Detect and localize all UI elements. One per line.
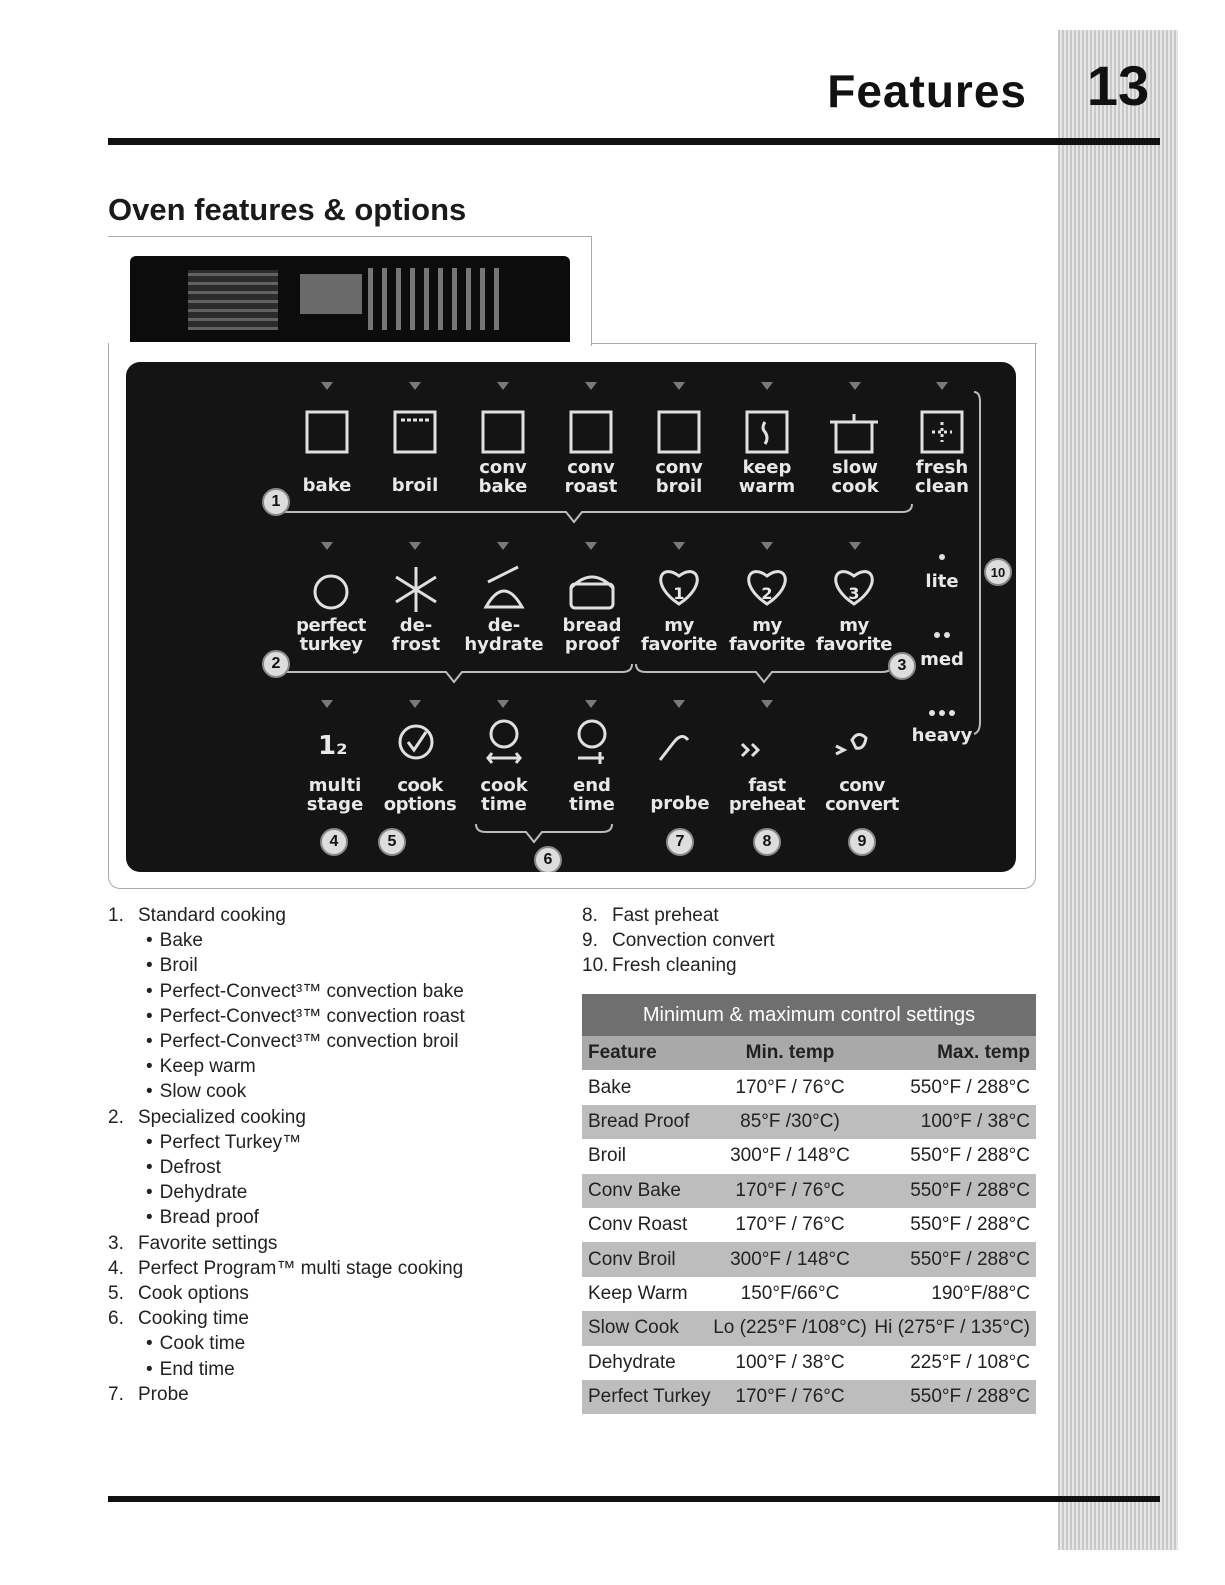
slow-cook-pot-icon — [836, 422, 872, 452]
list-item-number: 6. — [108, 1308, 124, 1330]
list-item-number: 5. — [108, 1283, 124, 1305]
table-cell: Conv Bake — [588, 1179, 681, 1201]
list-item-text: Standard cooking — [138, 905, 286, 926]
broil-icon — [395, 412, 435, 452]
table-cell: Keep Warm — [588, 1282, 688, 1304]
list-sub-item: • Slow cook — [108, 1079, 465, 1104]
indicator-arrow-icon — [497, 542, 509, 550]
key-bake: bake — [302, 475, 352, 496]
table-row — [582, 1174, 1036, 1208]
conv-convert-icon — [836, 734, 866, 754]
table-cell: Conv Roast — [588, 1214, 688, 1236]
callout-4: 4 — [320, 828, 348, 856]
key-fast-preheat: fast preheat — [728, 775, 806, 815]
bake-icon — [307, 412, 347, 452]
column-header-max: Max. temp — [937, 1042, 1030, 1064]
list-item — [582, 928, 775, 953]
table-cell: 550°F / 288°C — [910, 1214, 1030, 1236]
key-conv-broil: conv broil — [655, 457, 703, 497]
key-my-favorite-2: my favorite — [729, 615, 805, 655]
table-row — [582, 1346, 1036, 1380]
table-cell: 300°F / 148°C — [730, 1248, 850, 1270]
probe-icon — [660, 736, 688, 760]
key-fresh-clean: fresh clean — [914, 457, 969, 497]
clean-level-heavy: heavy — [911, 725, 973, 746]
snowflake-icon — [396, 567, 436, 612]
steam-icon — [763, 422, 767, 444]
table-cell: 550°F / 288°C — [910, 1386, 1030, 1408]
key-my-favorite-3: my favorite — [816, 615, 892, 655]
conv-broil-icon — [659, 412, 699, 452]
table-row — [582, 1139, 1036, 1173]
page-number: 13 — [1086, 53, 1150, 117]
list-item-number: 10. — [582, 955, 609, 977]
list-sub-item: • End time — [108, 1357, 465, 1382]
list-item-text: Specialized cooking — [138, 1106, 306, 1128]
lite-dot — [939, 554, 945, 560]
thumbnail-buttons — [368, 268, 508, 330]
list-sub-item: • Broil — [108, 953, 465, 978]
clean-level-med: med — [920, 649, 964, 670]
list-item-number: 7. — [108, 1383, 124, 1405]
bread-icon — [571, 584, 613, 608]
bracket-group-3 — [636, 664, 892, 682]
key-keep-warm: keep warm — [738, 457, 796, 497]
table-cell: 300°F / 148°C — [730, 1145, 850, 1167]
list-item-number: 2. — [108, 1106, 124, 1128]
key-my-favorite-1: my favorite — [641, 615, 717, 655]
callout-10: 10 — [984, 558, 1012, 586]
list-item-text: Perfect Program™ multi stage cooking — [138, 1257, 464, 1279]
cook-time-clock-icon — [491, 721, 517, 747]
key-probe: probe — [650, 793, 710, 814]
list-item — [582, 953, 775, 978]
table-cell: 550°F / 288°C — [910, 1145, 1030, 1167]
list-sub-item: • Cook time — [108, 1331, 465, 1356]
list-item-number: 8. — [582, 905, 598, 926]
list-item — [108, 1281, 465, 1306]
list-item — [108, 1105, 465, 1130]
table-row — [582, 1380, 1036, 1414]
indicator-arrow-icon — [936, 382, 948, 390]
table-cell: 190°F/88°C — [931, 1282, 1030, 1304]
control-settings-table — [582, 994, 1036, 1414]
table-row — [582, 1208, 1036, 1242]
favorite-number-2: 2 — [761, 584, 773, 603]
conv-bake-icon — [483, 412, 523, 452]
keep-warm-icon — [747, 412, 787, 452]
list-item-number: 4. — [108, 1257, 124, 1279]
thumbnail-display — [300, 274, 362, 314]
thumbnail-keypad — [188, 270, 278, 330]
list-sub-item: • Defrost — [108, 1155, 465, 1180]
list-sub-item: • Keep warm — [108, 1054, 465, 1079]
key-cook-time: cook time — [480, 775, 528, 815]
turkey-icon — [315, 576, 347, 608]
table-cell: Slow Cook — [588, 1317, 679, 1339]
list-item-number: 3. — [108, 1232, 124, 1254]
indicator-arrow-icon — [761, 542, 773, 550]
end-time-clock-icon — [579, 721, 605, 747]
list-item — [108, 1231, 465, 1256]
table-cell: 85°F /30°C) — [740, 1110, 840, 1132]
callout-9: 9 — [848, 828, 876, 856]
list-sub-item: • Bake — [108, 928, 465, 953]
indicator-arrow-icon — [497, 382, 509, 390]
indicator-arrows — [321, 382, 948, 708]
page-heading: Oven features & options — [108, 192, 467, 227]
table-cell: 550°F / 288°C — [910, 1076, 1030, 1098]
table-cell: 100°F / 38°C — [735, 1351, 845, 1373]
oven-keypad-diagram — [126, 362, 1016, 872]
section-title: Features — [827, 65, 1027, 117]
table-row — [582, 1277, 1036, 1311]
list-item-text: Fresh cleaning — [612, 955, 737, 977]
list-sub-item: • Bread proof — [108, 1205, 465, 1230]
callout-5: 5 — [378, 828, 406, 856]
indicator-arrow-icon — [585, 382, 597, 390]
list-item — [108, 1382, 465, 1407]
pot-lid-icon — [830, 414, 878, 422]
list-item-number: 1. — [108, 905, 124, 926]
control-panel-thumbnail — [130, 256, 570, 342]
indicator-arrow-icon — [849, 542, 861, 550]
indicator-arrow-icon — [497, 700, 509, 708]
callout-8: 8 — [753, 828, 781, 856]
indicator-arrow-icon — [409, 382, 421, 390]
table-header-row — [582, 1036, 1036, 1070]
table-cell: Conv Broil — [588, 1248, 676, 1270]
list-item-text: Favorite settings — [138, 1232, 278, 1254]
row3-icons — [400, 721, 866, 764]
cook-options-check-icon — [400, 726, 432, 758]
dehydrate-herb-icon — [488, 567, 518, 582]
indicator-arrow-icon — [321, 542, 333, 550]
column-header-feature: Feature — [588, 1042, 657, 1064]
bracket-group-10 — [974, 392, 980, 734]
list-item — [582, 903, 775, 928]
cook-time-arrows-icon — [488, 753, 520, 763]
key-end-time: end time — [569, 775, 615, 815]
callout-3: 3 — [888, 652, 916, 680]
table-cell: 170°F / 76°C — [735, 1179, 845, 1201]
list-item-text: Cook options — [138, 1283, 249, 1305]
table-body — [582, 1070, 1036, 1414]
table-cell: Lo (225°F /108°C) — [713, 1317, 867, 1339]
table-cell: 170°F / 76°C — [735, 1214, 845, 1236]
table-cell: 100°F / 38°C — [920, 1110, 1030, 1132]
list-sub-item: • Perfect Turkey™ — [108, 1130, 465, 1155]
list-item-text: Probe — [138, 1383, 189, 1405]
callout-6: 6 — [534, 846, 562, 872]
key-cook-options: cook options — [383, 775, 457, 815]
list-sub-item: • Perfect-Convect³™ convection broil — [108, 1029, 465, 1054]
table-cell: Broil — [588, 1145, 627, 1167]
header-rule — [108, 138, 1160, 145]
bracket-group-6 — [476, 824, 612, 842]
callout-2: 2 — [262, 650, 290, 678]
table-cell: Bread Proof — [588, 1110, 690, 1132]
indicator-arrow-icon — [673, 700, 685, 708]
end-time-arrow-icon — [578, 752, 604, 764]
table-row — [582, 1070, 1036, 1104]
indicator-arrow-icon — [585, 542, 597, 550]
table-cell: 225°F / 108°C — [910, 1351, 1030, 1373]
key-slow-cook: slow cook — [831, 457, 879, 497]
key-conv-bake: conv bake — [478, 457, 528, 497]
table-cell: 170°F / 76°C — [735, 1386, 845, 1408]
indicator-arrow-icon — [321, 700, 333, 708]
table-cell: 550°F / 288°C — [910, 1179, 1030, 1201]
indicator-arrow-icon — [409, 542, 421, 550]
table-row — [582, 1242, 1036, 1276]
table-cell: Bake — [588, 1076, 632, 1098]
indicator-arrow-icon — [673, 382, 685, 390]
footer-rule — [108, 1496, 1160, 1502]
table-cell: Hi (275°F / 135°C) — [874, 1317, 1030, 1339]
list-item-text: Cooking time — [138, 1308, 249, 1330]
list-item-text: Fast preheat — [612, 905, 719, 926]
callout-1: 1 — [262, 488, 290, 516]
checkmark-icon — [408, 732, 426, 750]
side-tab-strip — [1058, 30, 1178, 1550]
conv-roast-icon — [571, 412, 611, 452]
multi-stage-icon: 1₂ — [318, 731, 348, 761]
indicator-arrow-icon — [409, 700, 421, 708]
key-bread-proof: bread proof — [562, 615, 622, 655]
list-sub-item: • Perfect-Convect³™ convection bake — [108, 979, 465, 1004]
sparkle-icon — [932, 422, 952, 442]
table-row — [582, 1105, 1036, 1139]
indicator-arrow-icon — [673, 542, 685, 550]
indicator-arrow-icon — [849, 382, 861, 390]
favorite-number-1: 1 — [673, 584, 685, 603]
list-item-text: Convection convert — [612, 930, 775, 952]
key-defrost: de- frost — [391, 615, 441, 655]
key-conv-roast: conv roast — [564, 457, 618, 497]
key-broil: broil — [391, 475, 439, 496]
bracket-group-1 — [276, 504, 912, 522]
favorite-number-3: 3 — [848, 584, 860, 603]
list-sub-item: • Dehydrate — [108, 1180, 465, 1205]
feature-list-left — [108, 903, 465, 1407]
list-item — [108, 903, 465, 928]
list-item — [108, 1256, 465, 1281]
clean-level-lite: lite — [925, 571, 959, 592]
key-dehydrate: de- hydrate — [464, 615, 544, 655]
indicator-arrow-icon — [761, 382, 773, 390]
feature-list-right — [582, 903, 775, 979]
list-item — [108, 1306, 465, 1331]
key-conv-convert: conv convert — [825, 775, 899, 815]
indicator-arrow-icon — [321, 382, 333, 390]
table-cell: 550°F / 288°C — [910, 1248, 1030, 1270]
table-cell: Perfect Turkey — [588, 1386, 711, 1408]
table-cell: 150°F/66°C — [740, 1282, 840, 1304]
table-cell: 170°F / 76°C — [735, 1076, 845, 1098]
fresh-clean-icon — [922, 412, 962, 452]
column-header-min: Min. temp — [745, 1042, 835, 1064]
table-row — [582, 1311, 1036, 1345]
table-cell: Dehydrate — [588, 1351, 676, 1373]
indicator-arrow-icon — [761, 700, 773, 708]
list-item-number: 9. — [582, 930, 598, 952]
callout-7: 7 — [666, 828, 694, 856]
table-title: Minimum & maximum control settings — [582, 994, 1036, 1036]
dehydrate-tray-icon — [486, 591, 522, 607]
key-multi-stage: multi stage — [306, 775, 364, 815]
fast-preheat-icon — [742, 744, 758, 756]
bracket-group-2 — [276, 664, 632, 682]
list-sub-item: • Perfect-Convect³™ convection roast — [108, 1004, 465, 1029]
indicator-arrow-icon — [585, 700, 597, 708]
key-perfect-turkey: perfect turkey — [296, 615, 366, 655]
